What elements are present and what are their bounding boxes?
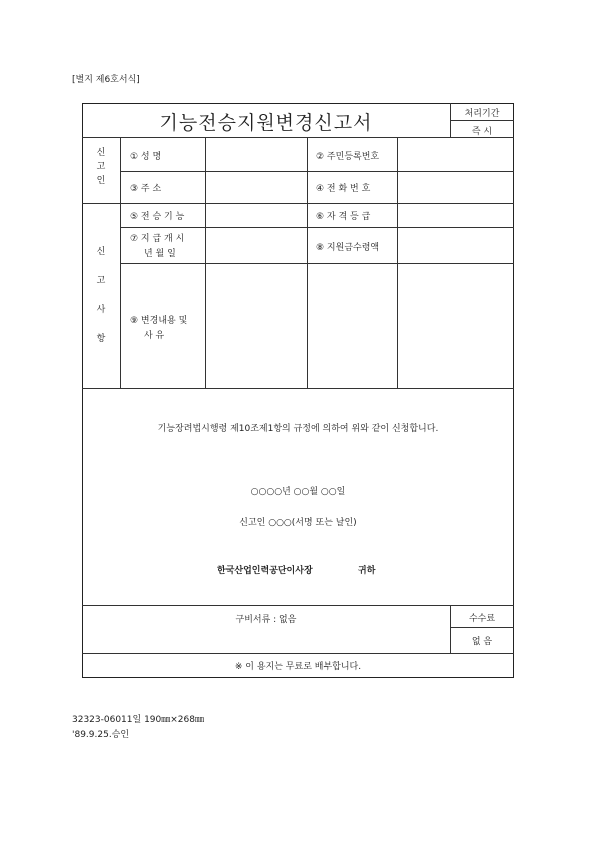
phone-label: ④ 전 화 번 호	[316, 184, 371, 194]
subsidy-amount-label: ⑧ 지원금수령액	[316, 243, 380, 253]
attachments-text: 구비서류 : 없음	[235, 615, 297, 625]
divider	[82, 653, 514, 654]
divider	[120, 171, 514, 172]
divider	[82, 388, 514, 389]
signer-line: 신고인 ○○○(서명 또는 날인)	[239, 518, 357, 528]
notice-text: ※ 이 용지는 무료로 배부합니다.	[234, 662, 362, 672]
phone-field[interactable]	[399, 173, 512, 201]
divider	[205, 137, 206, 388]
honorific: 귀하	[358, 566, 376, 576]
statement-text: 기능장려법시행령 제10조제1항의 규정에 의하여 위와 같이 신청합니다.	[157, 424, 439, 434]
address-label: ③ 주 소	[130, 184, 162, 194]
divider	[397, 137, 398, 388]
subsidy-amount-field[interactable]	[399, 229, 512, 261]
date-line: ○○○○년 ○○월 ○○일	[250, 487, 346, 497]
divider	[120, 263, 514, 264]
qualification-level-label: ⑥ 자 격 등 급	[316, 212, 371, 222]
report-section-label: 신 고 사 항	[96, 247, 106, 344]
divider	[450, 627, 514, 628]
fee-value: 없 음	[471, 637, 493, 647]
form-code: [별지 제6호서식]	[72, 75, 140, 85]
qualification-level-field[interactable]	[399, 205, 512, 225]
transmitted-skill-field[interactable]	[207, 205, 305, 225]
processing-period-value: 즉 시	[471, 127, 493, 137]
name-field[interactable]	[207, 139, 305, 169]
approval-date: '89.9.25.승인	[72, 730, 130, 740]
change-reason-field[interactable]	[207, 265, 305, 386]
addressee: 한국산업인력공단이사장	[217, 566, 313, 576]
form-title: 기능전승지원변경신고서	[159, 112, 373, 134]
payment-start-date-label: ⑦ 지 급 개 시 년 월 일	[130, 234, 185, 259]
divider	[120, 227, 514, 228]
divider	[307, 137, 308, 388]
processing-period-label: 처리기간	[464, 109, 500, 119]
resident-number-label: ② 주민등록번호	[316, 152, 380, 162]
divider	[120, 137, 121, 388]
name-label: ① 성 명	[130, 152, 162, 162]
applicant-section-label: 신 고 인	[96, 148, 106, 186]
payment-start-date-field[interactable]	[207, 229, 305, 261]
form-spec: 32323-06011일 190㎜×268㎜	[72, 715, 204, 725]
divider	[82, 203, 514, 204]
address-field[interactable]	[207, 173, 305, 201]
divider	[82, 137, 514, 138]
divider	[450, 120, 514, 121]
resident-number-field[interactable]	[399, 139, 512, 169]
fee-label: 수수료	[468, 614, 496, 624]
transmitted-skill-label: ⑤ 전 승 기 능	[130, 212, 185, 222]
change-reason-label: ⑨ 변경내용 및 사 유	[130, 316, 188, 341]
